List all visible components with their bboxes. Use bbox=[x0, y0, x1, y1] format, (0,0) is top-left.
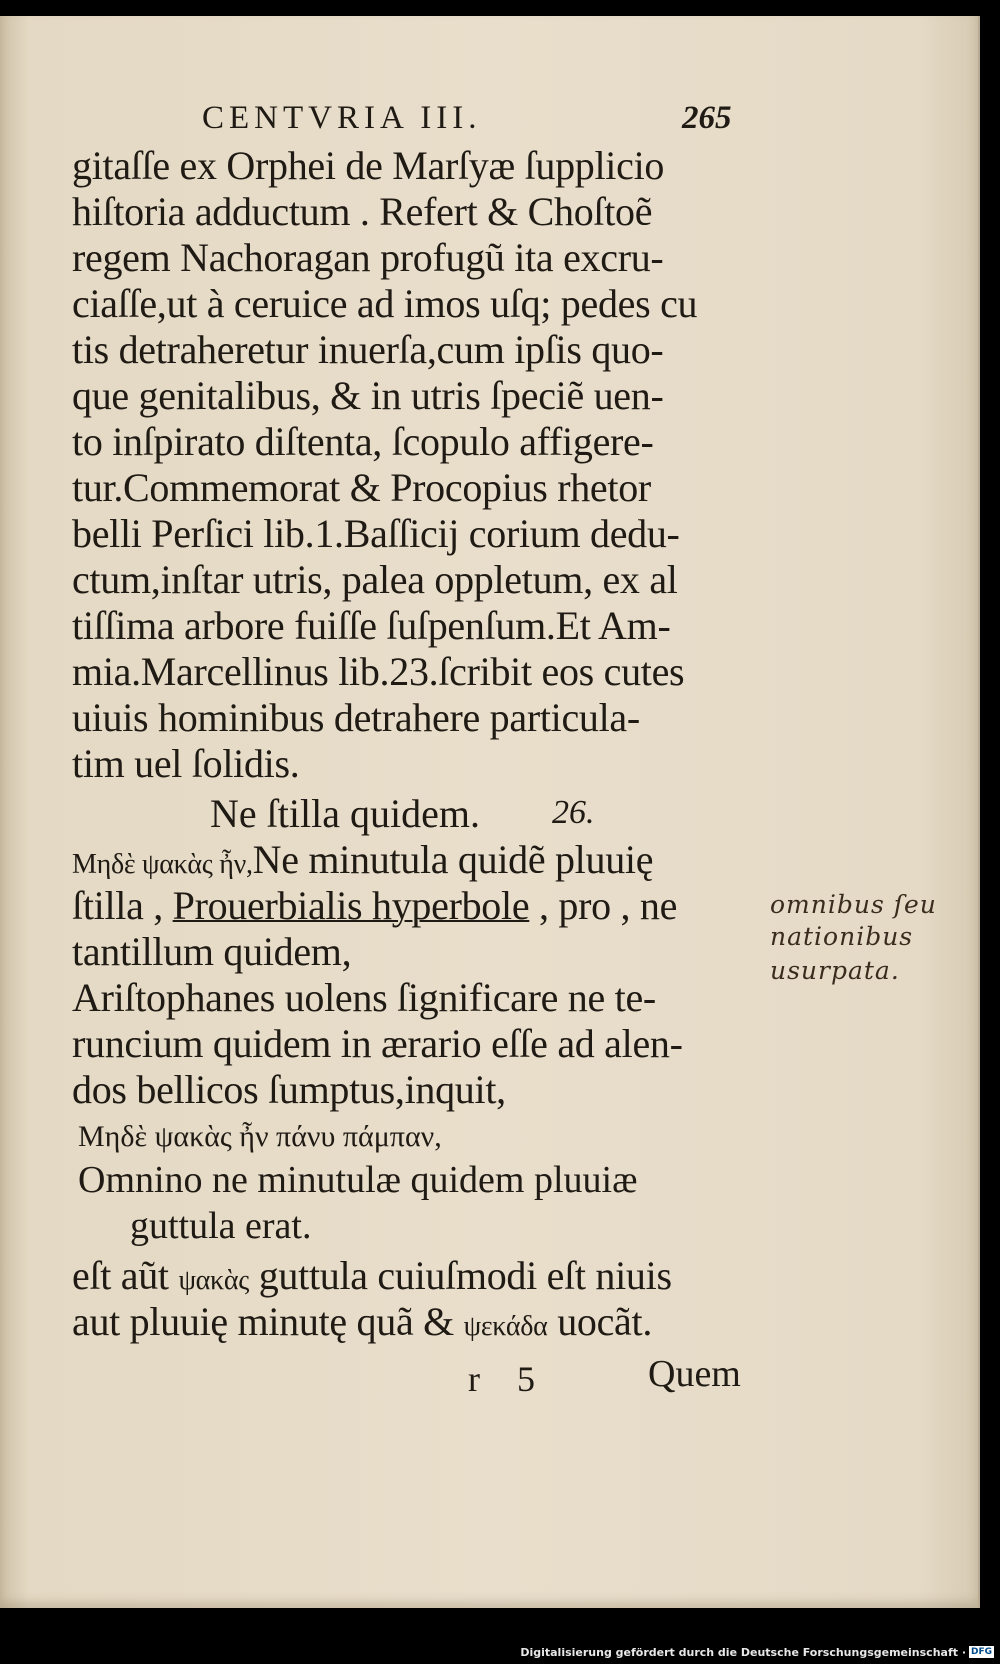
text-run: Ne minutula quidẽ pluuię bbox=[252, 837, 654, 882]
running-title: CENTVRIA III. bbox=[202, 100, 482, 136]
signature-mark: r 5 bbox=[468, 1359, 549, 1399]
text-run: , pro , ne bbox=[529, 883, 678, 928]
text-line: ctum,inſtar utris, palea oppletum, ex al bbox=[72, 557, 678, 602]
text-line: que genitalibus, & in utris ſpeciẽ uen- bbox=[72, 373, 664, 418]
verse-translation: Omnino ne minutulæ quidem pluuiæ bbox=[78, 1159, 638, 1201]
text-run: eſt aũt bbox=[72, 1253, 179, 1298]
digitization-credit: Digitalisierung gefördert durch die Deutsche Forschungsgemeinschaft · bbox=[520, 1646, 966, 1659]
text-line bbox=[72, 836, 653, 883]
page-number: 265 bbox=[682, 100, 732, 136]
text-line: tis detraheretur inuerſa,cum ipſis quo- bbox=[72, 327, 664, 372]
verse-translation-cont: guttula erat. bbox=[130, 1205, 312, 1247]
text-line: hiſtoria adductum . Refert & Choſtoẽ bbox=[72, 189, 653, 234]
handwritten-note-line: usurpata. bbox=[770, 956, 900, 985]
catchword: Quem bbox=[648, 1353, 741, 1395]
handwritten-note-line: omnibus ſeu bbox=[770, 890, 937, 919]
dfg-logo: DFG bbox=[970, 1647, 992, 1657]
text-line: to inſpirato diſtenta, ſcopulo affigere- bbox=[72, 419, 654, 464]
text-line: gitaſſe ex Orphei de Marſyæ ſupplicio bbox=[72, 143, 665, 188]
text-line: tiſſima arbore fuiſſe ſuſpenſum.Et Am- bbox=[72, 603, 671, 648]
text-run: guttula cuiuſmodi eſt niuis bbox=[249, 1253, 672, 1298]
handwritten-note-line: nationibus bbox=[770, 922, 914, 951]
text-line: Ariſtophanes uolens ſignificare ne te- bbox=[72, 975, 656, 1020]
text-line: regem Nachoragan profugũ ita excru- bbox=[72, 235, 664, 280]
text-line: belli Perſici lib.1.Baſſicij corium dedu- bbox=[72, 511, 680, 556]
greek-lemma: Μηδὲ ψακὰς ἦν, bbox=[72, 849, 253, 880]
underlined-phrase: Prouerbialis hyperbole bbox=[172, 883, 530, 928]
text-line bbox=[72, 1298, 652, 1345]
text-line: tantillum quidem, bbox=[72, 929, 352, 974]
greek-word: ψακὰς bbox=[178, 1265, 250, 1296]
section-number: 26. bbox=[552, 794, 595, 831]
text-run: uocãt. bbox=[547, 1299, 653, 1344]
text-line: mia.Marcellinus lib.23.ſcribit eos cutes bbox=[72, 649, 685, 694]
greek-verse: Μηδὲ ψακὰς ἦν πάνυ πάμπαν, bbox=[78, 1120, 442, 1153]
greek-word: ψεκάδα bbox=[463, 1311, 548, 1342]
text-line: uiuis hominibus detrahere particula- bbox=[72, 695, 640, 740]
text-run: aut pluuię minutę quã & bbox=[72, 1299, 464, 1344]
text-line bbox=[72, 1252, 672, 1299]
text-line: ciaſſe,ut à ceruice ad imos uſq; pedes cu bbox=[72, 281, 698, 326]
text-line bbox=[72, 882, 677, 929]
text-line: dos bellicos ſumptus,inquit, bbox=[72, 1067, 506, 1112]
text-line: runcium quidem in ærario eſſe ad alen- bbox=[72, 1021, 683, 1066]
text-line: tur.Commemorat & Procopius rhetor bbox=[72, 465, 651, 510]
text-run: ſtilla , bbox=[72, 883, 173, 928]
text-line: tim uel ſolidis. bbox=[72, 741, 300, 786]
section-heading: Ne ſtilla quidem. bbox=[210, 791, 480, 836]
